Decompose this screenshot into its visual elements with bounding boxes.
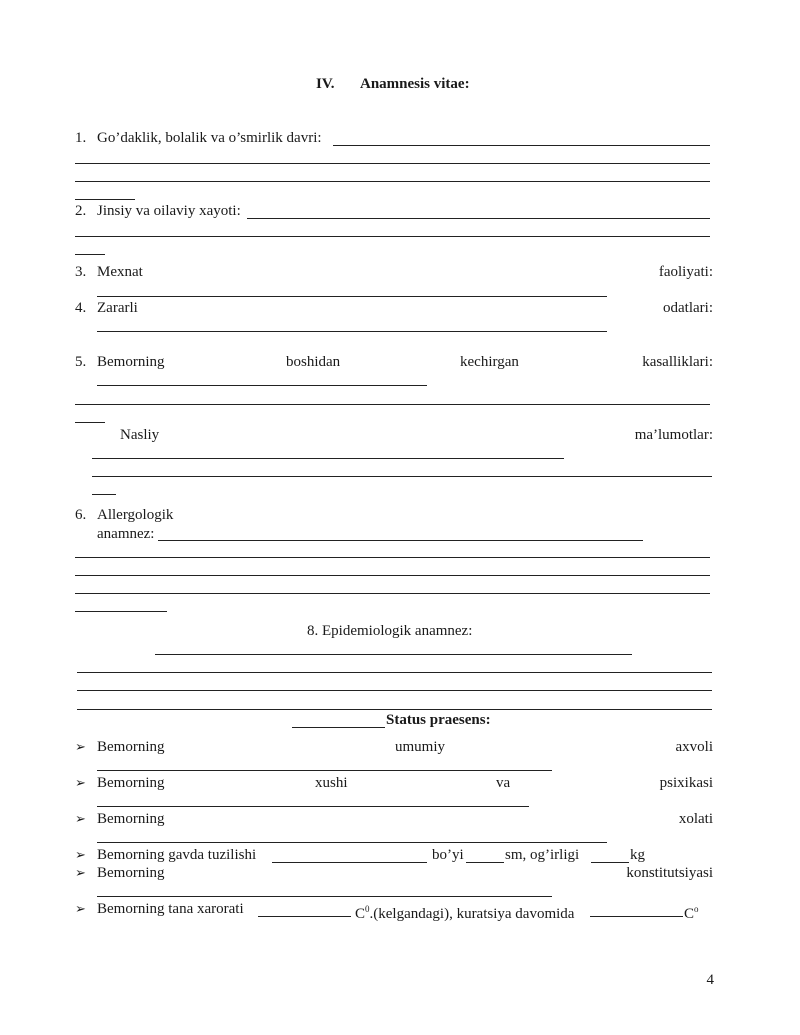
fill-line: [97, 296, 607, 297]
fill-line: [97, 896, 552, 897]
fill-line: [155, 654, 632, 655]
habits-label-end: odatlari:: [663, 300, 713, 316]
height-label: bo’yi: [432, 847, 464, 863]
diseases-word: boshidan: [286, 354, 341, 370]
item-number: 5.: [75, 354, 87, 370]
fill-line: [75, 575, 710, 576]
status-word: xushi: [315, 775, 348, 791]
superscript: 0: [365, 904, 370, 914]
heredity-label: Nasliy: [120, 427, 160, 443]
fill-line: [75, 181, 710, 182]
status-word: psixikasi: [659, 775, 713, 791]
fill-line: [75, 611, 167, 612]
fill-line: [75, 404, 710, 405]
diseases-word: Bemorning: [97, 354, 165, 370]
fill-line: [97, 842, 607, 843]
fill-line: [77, 709, 712, 710]
habits-label: Zararli: [97, 300, 138, 316]
fill-line: [75, 422, 105, 423]
fill-line: [272, 862, 427, 863]
celsius-unit: C: [355, 906, 366, 922]
body-build-label: Bemorning gavda tuzilishi: [97, 847, 257, 863]
fill-line: [75, 236, 710, 237]
item-number: 4.: [75, 300, 87, 316]
item-number: 2.: [75, 203, 87, 219]
fill-line: [92, 458, 564, 459]
celsius-unit: C: [684, 906, 695, 922]
status-word: Bemorning: [97, 739, 165, 755]
allergy-label: Allergologik: [97, 507, 174, 523]
arrowhead-bullet-icon: ➢: [75, 847, 86, 862]
status-title: Status praesens:: [386, 712, 491, 728]
fill-line: [97, 331, 607, 332]
section-title: Anamnesis vitae:: [360, 76, 470, 92]
fill-line: [292, 727, 385, 728]
arrowhead-bullet-icon: ➢: [75, 901, 86, 916]
arrowhead-bullet-icon: ➢: [75, 739, 86, 754]
status-word: umumiy: [395, 739, 446, 755]
epidemiology-label: 8. Epidemiologik anamnez:: [307, 623, 473, 639]
item-number: 1.: [75, 130, 87, 146]
status-word: Bemorning: [97, 865, 165, 881]
fill-line: [92, 494, 116, 495]
status-word: axvoli: [675, 739, 713, 755]
page-number: 4: [706, 972, 714, 988]
status-word: va: [496, 775, 511, 791]
fill-line: [75, 557, 710, 558]
status-word: Bemorning: [97, 775, 165, 791]
item-number: 3.: [75, 264, 87, 280]
allergy-label-2: anamnez:: [97, 526, 155, 542]
heredity-label-end: ma’lumotlar:: [634, 427, 713, 443]
fill-line: [75, 199, 135, 200]
status-word: xolati: [678, 811, 713, 827]
fill-line: [591, 862, 629, 863]
fill-line: [333, 145, 710, 146]
fill-line: [75, 254, 105, 255]
fill-line: [97, 806, 529, 807]
arrowhead-bullet-icon: ➢: [75, 865, 86, 880]
fill-line: [97, 385, 427, 386]
fill-line: [466, 862, 504, 863]
section-number: IV.: [316, 76, 335, 92]
arrowhead-bullet-icon: ➢: [75, 811, 86, 826]
fill-line: [92, 476, 712, 477]
fill-line: [158, 540, 643, 541]
labor-label: Mexnat: [97, 264, 143, 280]
weight-label: sm, og’irligi: [505, 847, 580, 863]
sexual-family-label: Jinsiy va oilaviy xayoti:: [97, 203, 241, 219]
status-word: konstitutsiyasi: [626, 865, 713, 881]
fill-line: [75, 593, 710, 594]
diseases-word: kasalliklari:: [642, 354, 713, 370]
status-word: Bemorning: [97, 811, 165, 827]
arrowhead-bullet-icon: ➢: [75, 775, 86, 790]
diseases-word: kechirgan: [460, 354, 519, 370]
fill-line: [258, 916, 351, 917]
temperature-mid: .(kelgandagi), kuratsiya davomida: [369, 906, 575, 922]
fill-line: [590, 916, 683, 917]
childhood-label: Go’daklik, bolalik va o’smirlik davri:: [97, 130, 322, 146]
kg-unit: kg: [630, 847, 645, 863]
item-number: 6.: [75, 507, 87, 523]
fill-line: [75, 163, 710, 164]
fill-line: [77, 690, 712, 691]
fill-line: [77, 672, 712, 673]
temperature-unit-text: [355, 900, 574, 923]
fill-line: [247, 218, 710, 219]
temperature-unit-text-2: [684, 900, 699, 923]
temperature-label: Bemorning tana xarorati: [97, 901, 244, 917]
superscript: o: [694, 904, 699, 914]
labor-label-end: faoliyati:: [658, 264, 713, 280]
fill-line: [97, 770, 552, 771]
